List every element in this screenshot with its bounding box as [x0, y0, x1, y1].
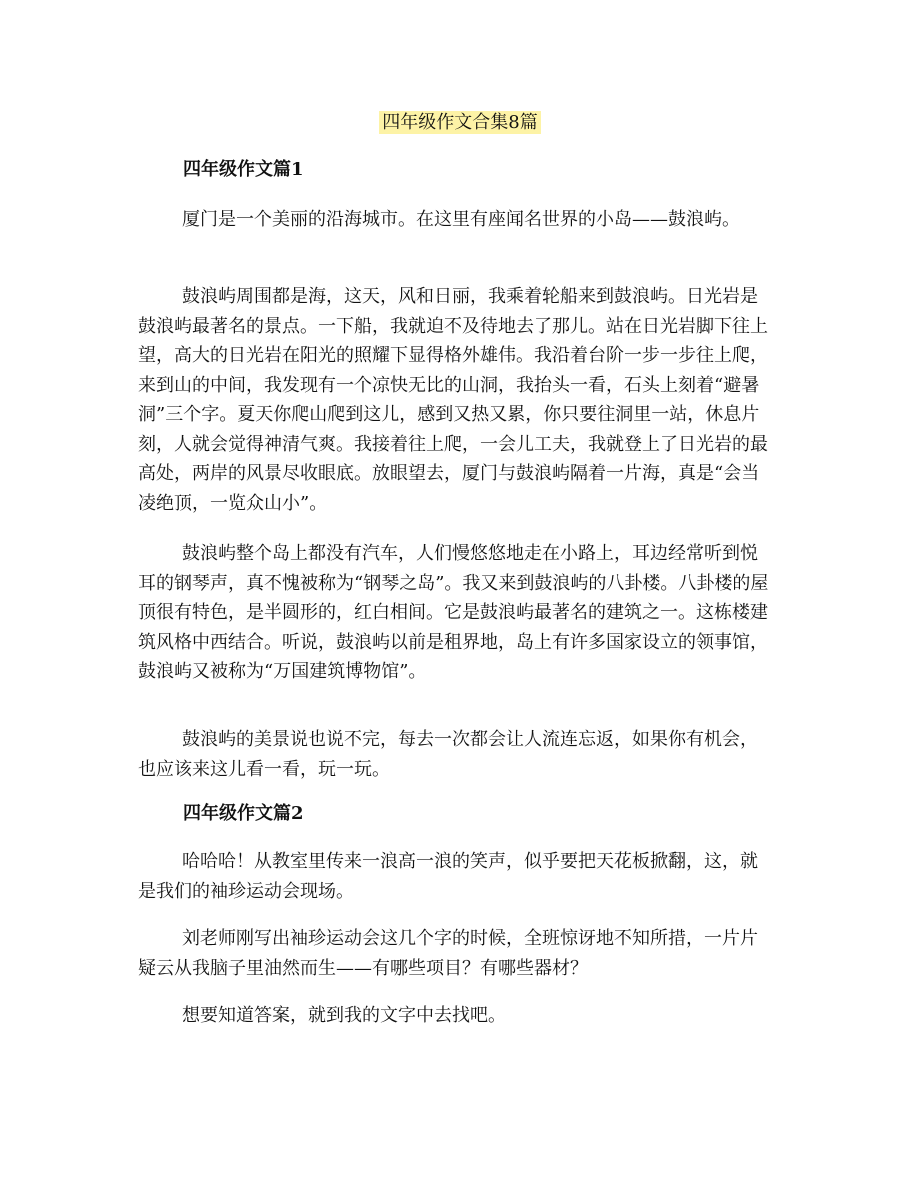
section-1-paragraph-2: 鼓浪屿周围都是海，这天，风和日丽，我乘着轮船来到鼓浪屿。日光岩是鼓浪屿最著名的景点。一下船，我就迫不及待地去了那儿。站在日光岩脚下往上望，高大的日光岩在阳光的照耀下显得格外雄伟。我沿着台阶一步一步往上爬，来到山的中间，我发现有一个凉快无比的山洞，我抬头一看，石头上刻着“避暑洞”三个字。夏天你爬山爬到这儿，感到又热又累，你只要往洞里一站，休息片刻，人就会觉得神清气爽。我接着往上爬，一会儿工夫，我就登上了日光岩的最高处，两岸的风景尽收眼底。放眼望去，厦门与鼓浪屿隔着一片海，真是“会当凌绝顶，一览众山小”。 — [138, 286, 768, 514]
document-title-text: 四年级作文合集8篇 — [379, 111, 540, 134]
section-2-paragraph-3: 想要知道答案，就到我的文字中去找吧。 — [182, 1005, 506, 1026]
document-title — [0, 109, 920, 137]
section-2-paragraph-2: 刘老师刚写出袖珍运动会这几个字的时候，全班惊讶地不知所措，一片片疑云从我脑子里油然而生——有哪些项目？有哪些器材？ — [138, 928, 758, 979]
section-heading-2: 四年级作文篇2 — [183, 803, 304, 824]
section-1-paragraph-4: 鼓浪屿的美景说也说不完，每去一次都会让人流连忘返，如果你有机会，也应该来这儿看一看，玩一玩。 — [138, 729, 758, 780]
section-2-paragraph-1: 哈哈哈！从教室里传来一浪高一浪的笑声，似乎要把天花板掀翻，这，就是我们的袖珍运动会现场。 — [138, 851, 758, 902]
section-heading-1: 四年级作文篇1 — [183, 159, 304, 180]
section-1-paragraph-3: 鼓浪屿整个岛上都没有汽车，人们慢悠悠地走在小路上，耳边经常听到悦耳的钢琴声，真不愧被称为“钢琴之岛”。我又来到鼓浪屿的八卦楼。八卦楼的屋顶很有特色，是半圆形的，红白相间。它是鼓浪屿最著名的建筑之一。这栋楼建筑风格中西结合。听说，鼓浪屿以前是租界地，岛上有许多国家设立的领事馆，鼓浪屿又被称为“万国建筑博物馆”。 — [138, 543, 769, 682]
section-1-paragraph-1: 厦门是一个美丽的沿海城市。在这里有座闻名世界的小岛——鼓浪屿。 — [182, 209, 740, 230]
